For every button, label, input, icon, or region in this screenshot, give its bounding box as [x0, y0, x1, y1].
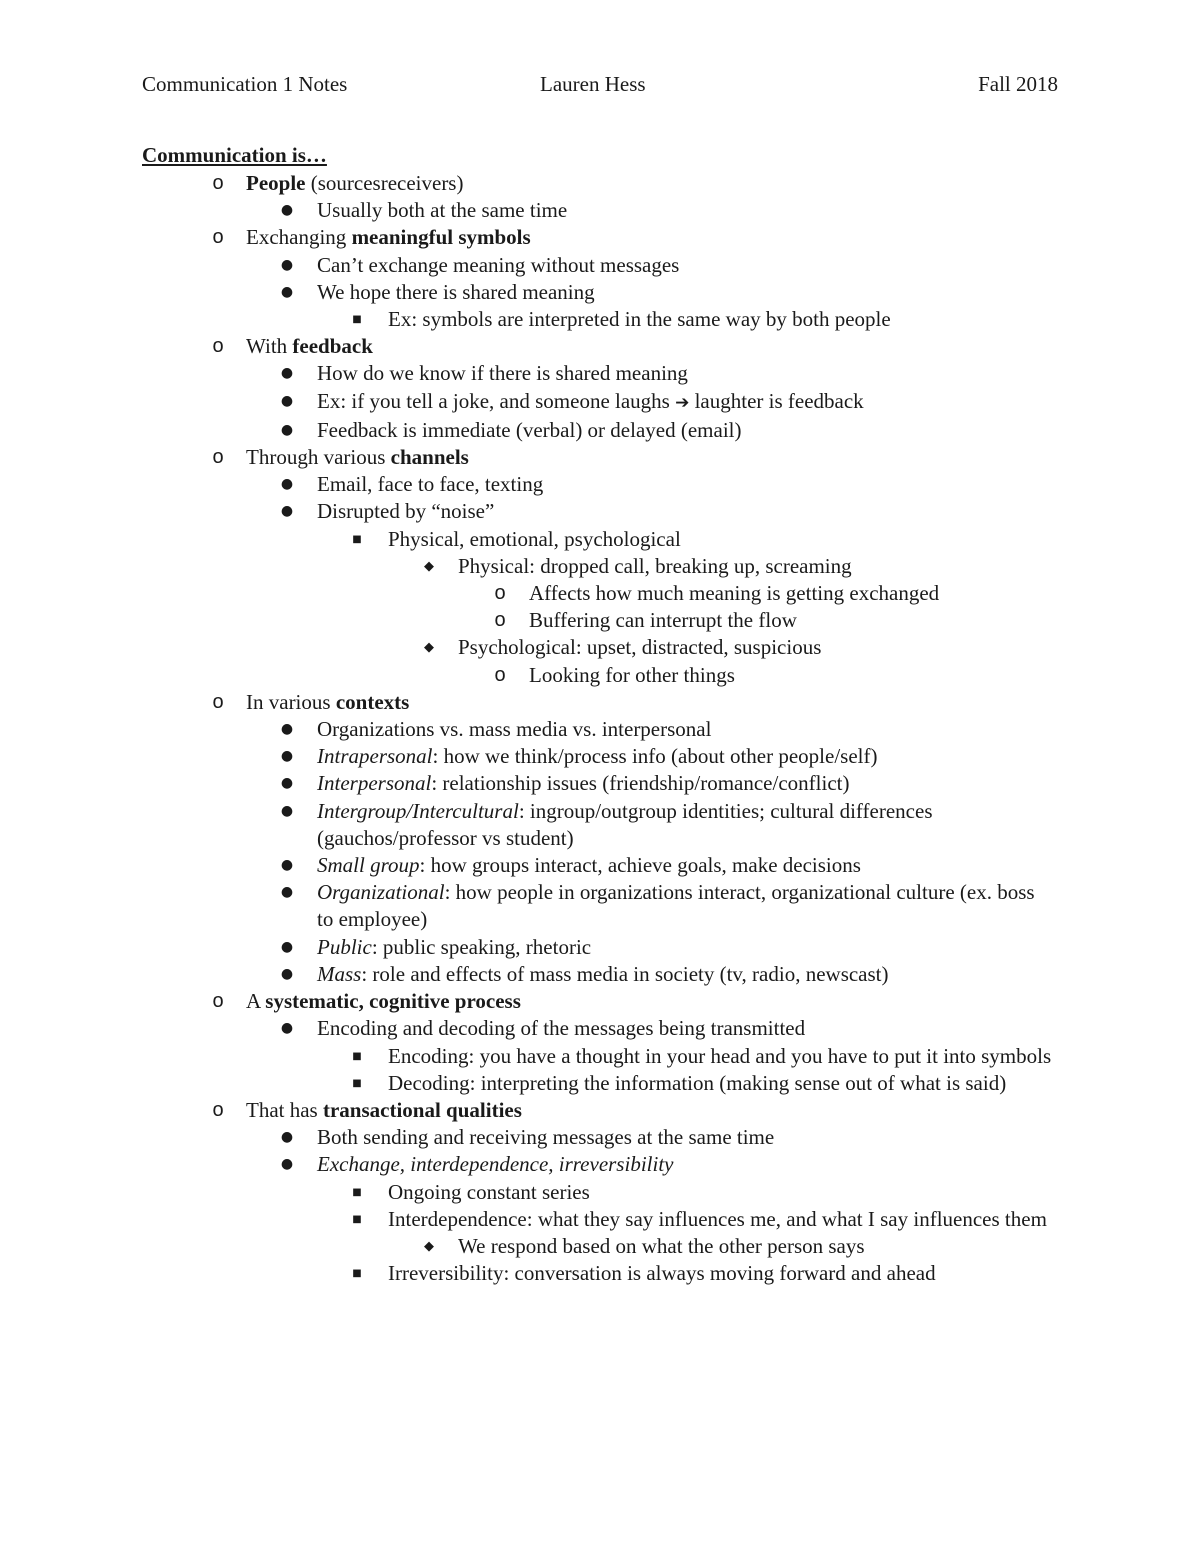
item-text: Feedback is immediate (verbal) or delayed (email) [317, 417, 742, 442]
item-text: That has [246, 1097, 323, 1122]
item-text: : how people in organizations interact, organizational culture (ex. boss to employee) [317, 880, 1035, 932]
circle-bullet-icon: o [212, 990, 224, 1013]
outline-item-process [0, 988, 1200, 1015]
outline-item [0, 634, 1200, 661]
term-intergroup: Intergroup/Intercultural [317, 798, 519, 823]
item-text: : how we think/process info (about other people/self) [432, 744, 878, 769]
item-text: Ongoing constant series [388, 1179, 590, 1204]
item-text: laughter is feedback [689, 388, 864, 413]
header-author: Lauren Hess [540, 72, 646, 96]
item-text: Can’t exchange meaning without messages [317, 252, 680, 277]
outline-item [0, 798, 1200, 852]
item-text: Exchange, interdependence, irreversibility [317, 1152, 674, 1177]
diamond-bullet-icon: ◆ [424, 1238, 434, 1254]
term-mass: Mass [317, 961, 362, 986]
square-bullet-icon: ■ [352, 1050, 362, 1062]
item-text: Exchanging [246, 225, 352, 250]
outline-item [0, 1015, 1200, 1042]
item-text: We respond based on what the other person says [458, 1233, 865, 1258]
item-text: Physical: dropped call, breaking up, screaming [458, 553, 852, 578]
item-text: : ingroup/outgroup identities; cultural differences (gauchos/professor vs student) [317, 798, 933, 850]
outline-item [0, 580, 1200, 607]
item-text: Through various [246, 445, 391, 470]
outline-item [0, 388, 1200, 417]
square-bullet-icon: ■ [352, 533, 362, 545]
item-text: Psychological: upset, distracted, suspicious [458, 635, 822, 660]
item-text: Interdependence: what they say influences me, and what I say influences them [388, 1206, 1047, 1231]
circle-bullet-icon: o [212, 446, 224, 469]
term-small-group: Small group [317, 853, 420, 878]
dot-bullet-icon: ● [280, 476, 294, 493]
right-arrow-icon: ➔ [675, 392, 690, 413]
outline-item [0, 553, 1200, 580]
item-text: In various [246, 689, 336, 714]
outline-item-channels [0, 444, 1200, 471]
header-term: Fall 2018 [978, 72, 1058, 96]
outline-item [0, 498, 1200, 525]
header-course-title: Communication 1 Notes [142, 72, 348, 96]
dot-bullet-icon: ● [280, 857, 294, 874]
outline-item [0, 1179, 1200, 1206]
item-text: Ex: symbols are interpreted in the same way by both people [388, 307, 891, 332]
item-text: Organizations vs. mass media vs. interpersonal [317, 717, 712, 742]
term-process: systematic, cognitive process [265, 989, 521, 1014]
dot-bullet-icon: ● [280, 365, 294, 382]
dot-bullet-icon: ● [280, 256, 294, 273]
outline-item [0, 471, 1200, 498]
outline-item [0, 360, 1200, 387]
item-text: Decoding: interpreting the information (making sense out of what is said) [388, 1070, 1007, 1095]
dot-bullet-icon: ● [280, 1020, 294, 1037]
circle-bullet-icon: o [494, 609, 506, 632]
item-text: Physical, emotional, psychological [388, 526, 681, 551]
square-bullet-icon: ■ [352, 1186, 362, 1198]
square-bullet-icon: ■ [352, 1077, 362, 1089]
term-feedback: feedback [292, 334, 373, 359]
outline-item [0, 417, 1200, 444]
outline-item [0, 1260, 1200, 1287]
circle-bullet-icon: o [494, 582, 506, 605]
item-text: Looking for other things [529, 662, 735, 687]
dot-bullet-icon: ● [280, 1156, 294, 1173]
outline-item [0, 607, 1200, 634]
square-bullet-icon: ■ [352, 314, 362, 326]
item-text: How do we know if there is shared meaning [317, 361, 688, 386]
outline-item [0, 743, 1200, 770]
outline-item [0, 770, 1200, 797]
outline-item-symbols [0, 224, 1200, 251]
term-public: Public [317, 934, 372, 959]
dot-bullet-icon: ● [280, 721, 294, 738]
item-text: Email, face to face, texting [317, 472, 544, 497]
item-text: Buffering can interrupt the flow [529, 608, 797, 633]
square-bullet-icon: ■ [352, 1213, 362, 1225]
term-people: People [246, 171, 306, 195]
circle-bullet-icon: o [212, 335, 224, 358]
term-transactional: transactional qualities [322, 1097, 522, 1122]
circle-bullet-icon: o [212, 226, 224, 249]
outline-item [0, 252, 1200, 279]
dot-bullet-icon: ● [280, 392, 294, 409]
dot-bullet-icon: ● [280, 503, 294, 520]
outline-item [0, 1043, 1200, 1070]
outline-item-people [0, 170, 1200, 197]
circle-bullet-icon: o [212, 172, 224, 194]
item-text: (sourcesreceivers) [305, 171, 464, 195]
item-text: : role and effects of mass media in society (tv, radio, newscast) [361, 961, 889, 986]
term-symbols: meaningful symbols [351, 225, 531, 250]
outline-item [0, 197, 1200, 224]
diamond-bullet-icon: ◆ [424, 640, 434, 656]
dot-bullet-icon: ● [280, 421, 294, 438]
outline-item [0, 961, 1200, 988]
item-text: We hope there is shared meaning [317, 279, 595, 304]
outline-item-contexts [0, 689, 1200, 716]
outline-item [0, 879, 1200, 933]
item-text: Irreversibility: conversation is always moving forward and ahead [388, 1261, 936, 1286]
dot-bullet-icon: ● [280, 1129, 294, 1146]
outline-item [0, 1233, 1200, 1260]
circle-bullet-icon: o [212, 1098, 224, 1121]
outline-item [0, 1070, 1200, 1097]
outline-item-transactional [0, 1097, 1200, 1124]
dot-bullet-icon: ● [280, 965, 294, 982]
outline-item [0, 934, 1200, 961]
term-interpersonal: Interpersonal [317, 771, 432, 796]
term-intrapersonal: Intrapersonal [317, 744, 433, 769]
circle-bullet-icon: o [212, 690, 224, 713]
item-text: : how groups interact, achieve goals, make decisions [419, 853, 861, 878]
outline-item [0, 1124, 1200, 1151]
dot-bullet-icon: ● [280, 775, 294, 792]
dot-bullet-icon: ● [280, 202, 294, 219]
item-text: Disrupted by “noise” [317, 499, 495, 524]
outline-item [0, 662, 1200, 689]
item-text: Usually both at the same time [317, 198, 568, 223]
outline-item [0, 716, 1200, 743]
outline-item [0, 526, 1200, 553]
item-text: Ex: if you tell a joke, and someone laughs [317, 388, 676, 413]
outline-item-feedback [0, 333, 1200, 360]
item-text: With [246, 334, 293, 359]
diamond-bullet-icon: ◆ [424, 558, 434, 574]
notes-outline [0, 170, 1200, 1287]
dot-bullet-icon: ● [280, 938, 294, 955]
outline-item [0, 852, 1200, 879]
item-text: Both sending and receiving messages at the same time [317, 1125, 775, 1150]
item-text: Encoding: you have a thought in your head and you have to put it into symbols [388, 1043, 1052, 1068]
term-channels: channels [390, 445, 469, 470]
circle-bullet-icon: o [494, 663, 506, 686]
square-bullet-icon: ■ [352, 1268, 362, 1280]
outline-item [0, 1151, 1200, 1178]
dot-bullet-icon: ● [280, 802, 294, 819]
dot-bullet-icon: ● [280, 748, 294, 765]
item-text: : public speaking, rhetoric [371, 934, 592, 959]
term-contexts: contexts [335, 689, 410, 714]
dot-bullet-icon: ● [280, 283, 294, 300]
item-text: : relationship issues (friendship/romance/conflict) [431, 771, 850, 796]
dot-bullet-icon: ● [280, 884, 294, 901]
outline-item [0, 306, 1200, 333]
item-text: Encoding and decoding of the messages being transmitted [317, 1016, 806, 1041]
outline-item [0, 279, 1200, 306]
outline-item [0, 1206, 1200, 1233]
item-text: Affects how much meaning is getting exchanged [529, 581, 940, 606]
section-title: Communication is… [142, 143, 327, 167]
page-header [142, 72, 1058, 102]
term-organizational: Organizational [317, 880, 445, 905]
item-text: A [246, 989, 266, 1014]
